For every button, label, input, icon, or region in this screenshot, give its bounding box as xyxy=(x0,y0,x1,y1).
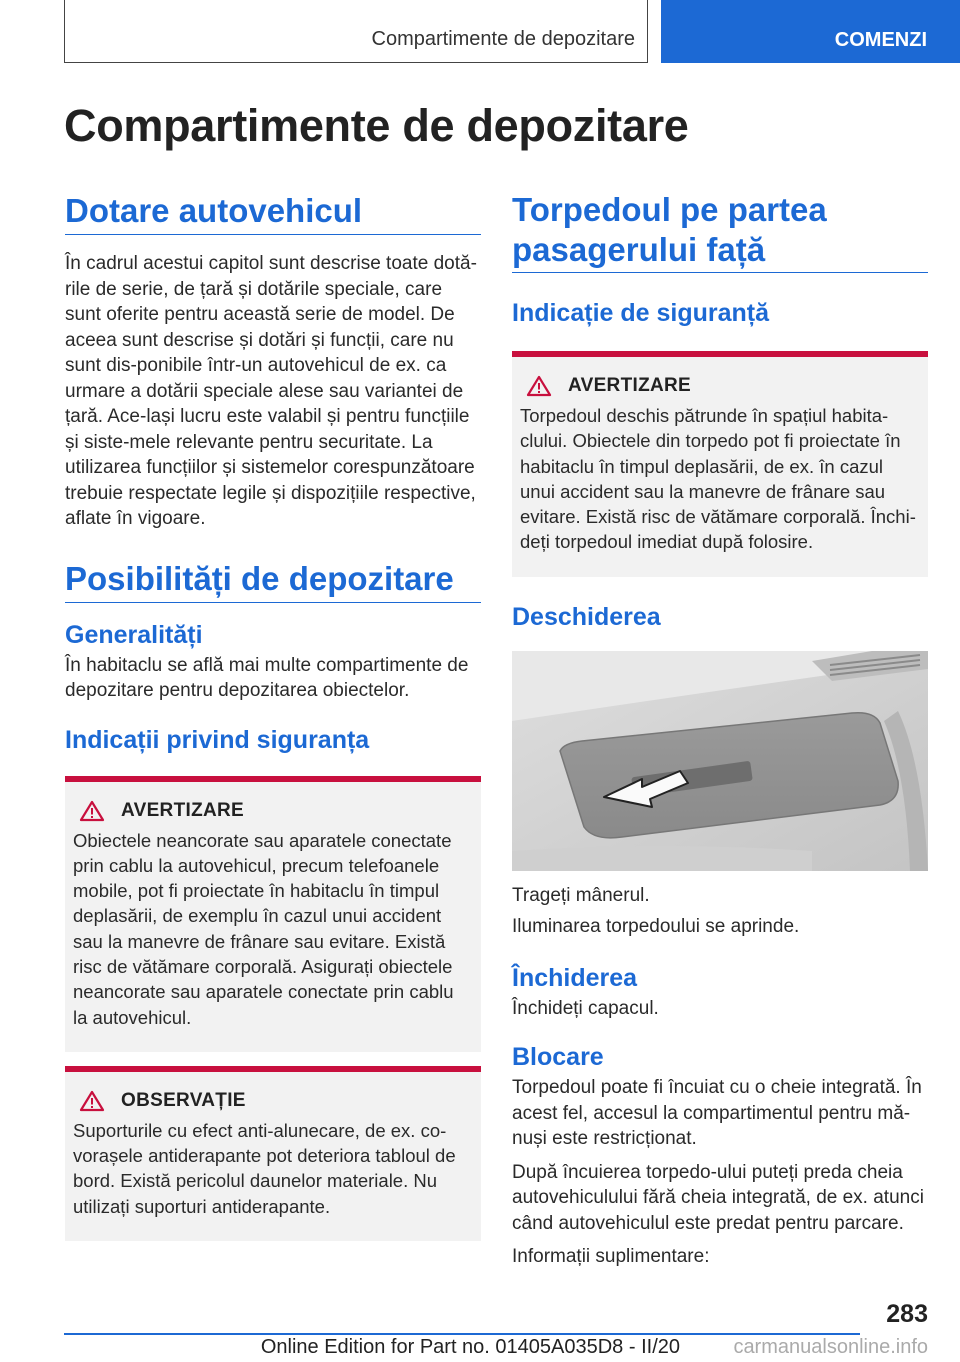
deschiderea-step-1: Trageți mânerul. xyxy=(512,884,650,906)
notice-body: Suporturile cu efect anti-alunecare, de ex. co-vorașele antiderapante pot deteriora tabloul de bord. Există pericolul daunelor materiale. Nu utilizați suporturi antiderapante. xyxy=(73,1119,456,1217)
warning-body: Obiectele neancorate sau aparatele conectate prin cablu la autovehicul, precum telefoanele mobile, pot fi proiectate în habitaclu în timpul deplasării, de exemplu în cazul unui accident sau la manevre de frânare sau evitare. Există risc de vătămare corporală. Asigurați obiectele neancorate sau aparatele conectate prin cablu la autovehicul. xyxy=(73,829,454,1028)
inchiderea-body: Închideți capacul. xyxy=(512,997,659,1019)
warning-triangle-icon xyxy=(79,800,105,822)
blocare-body-1: Torpedoul poate fi încuiat cu o cheie integrată. În acest fel, accesul la compartimentul pentru mă-nuși este restricționat. xyxy=(512,1077,922,1150)
heading-inchiderea: Închiderea xyxy=(512,963,638,992)
deschiderea-step-2: Iluminarea torpedoului se aprinde. xyxy=(512,916,800,938)
notice-label: OBSERVAȚIE xyxy=(121,1089,246,1111)
glovebox-illustration xyxy=(512,651,928,871)
header-chapter-title: COMENZI xyxy=(834,29,927,51)
warning-triangle-icon xyxy=(79,1090,105,1112)
glovebox-photo xyxy=(512,651,928,871)
footer-edition xyxy=(261,1336,680,1359)
footer-divider xyxy=(64,1333,860,1335)
footer-watermark[interactable]: carmanualsonline.info xyxy=(733,1336,928,1358)
page-number: 283 xyxy=(886,1300,928,1328)
header-section-box xyxy=(64,0,648,63)
warning-label: AVERTIZARE xyxy=(568,375,691,396)
warning-box-right xyxy=(512,351,928,577)
warning-box-left xyxy=(65,776,481,1052)
heading-posibilitati: Posibilități de depozitare xyxy=(65,558,481,603)
warning-label: AVERTIZARE xyxy=(121,799,244,821)
blocare-body-3: Informații suplimentare: xyxy=(512,1246,710,1268)
heading-dotare: Dotare autovehicul xyxy=(65,190,481,235)
generalitati-body: În habitaclu se află mai multe compartimente de depozitare pentru depozitarea obiectelor. xyxy=(65,654,469,701)
right-column xyxy=(512,190,928,1270)
heading-deschiderea: Deschiderea xyxy=(512,602,661,631)
header-chapter-tab[interactable] xyxy=(661,0,960,63)
heading-torpedo: Torpedoul pe partea pasagerului față xyxy=(512,190,928,273)
dotare-body: În cadrul acestui capitol sunt descrise toate dotă-rile de serie, de țară și dotările speciale, care sunt oferite pentru această serie de model. De aceea sunt descrise și dotări și funcții, care nu sunt dis-ponibile într-un autovehicul de ex. ca urmare a dotării speciale alese sau variantei de țară. Ace-lași lucru este valabil și pentru funcțiile și siste-mele relevante pentru securitate. La utilizarea funcțiilor și sistemelor corespunzătoare trebuie respectate legile și dispozițiile respective, aflate în vigoare. xyxy=(65,253,477,529)
header-section-title: Compartimente de depozitare xyxy=(371,28,635,50)
page-title: Compartimente de depozitare xyxy=(64,100,689,151)
heading-blocare: Blocare xyxy=(512,1043,604,1072)
heading-generalitati: Generalități xyxy=(65,620,203,649)
blocare-body-2: După încuierea torpedo-ului puteți preda cheia autovehiculului fără cheia integrată, de ex. atunci când autovehiculul este predat pentru parcare. xyxy=(512,1161,924,1234)
heading-indicatie-siguranta: Indicație de siguranță xyxy=(512,299,770,327)
heading-indicatii: Indicații privind siguranța xyxy=(65,725,370,754)
warning-body: Torpedoul deschis pătrunde în spațiul habita-clului. Obiectele din torpedo pot fi proiectate în habitaclu în timpul deplasării, de ex. în cazul unui accident sau la manevre de frânare sau evitare. Există risc de vătămare corporală. Închi-deți torpedoul imediat după folosire. xyxy=(520,405,916,553)
notice-box-left xyxy=(65,1066,481,1241)
left-column xyxy=(65,190,481,1241)
warning-triangle-icon xyxy=(526,375,552,397)
footer-edition-text: Online Edition for Part no. 01405A035D8 - II/20 xyxy=(260,1336,680,1358)
